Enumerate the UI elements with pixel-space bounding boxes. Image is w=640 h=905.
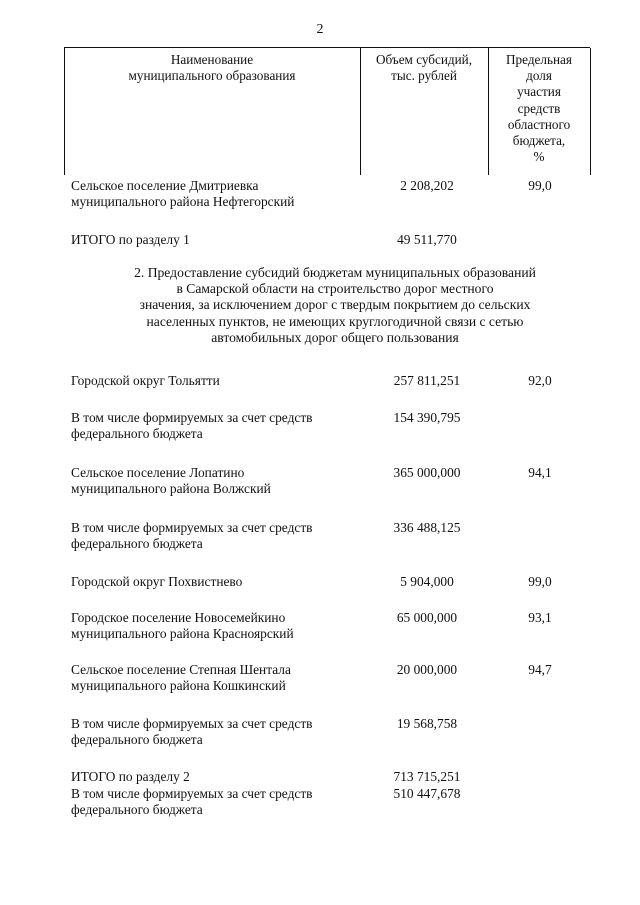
header-amount: Объем субсидий, тыс. рублей bbox=[375, 52, 473, 84]
table-header bbox=[64, 47, 590, 175]
row-share: 94,7 bbox=[528, 662, 552, 677]
row-amount: 20 000,000 bbox=[396, 662, 458, 677]
row-share: 94,1 bbox=[528, 465, 552, 480]
table-border-right bbox=[590, 48, 591, 175]
row-amount: 19 568,758 bbox=[396, 716, 458, 731]
row-amount: 2 208,202 bbox=[400, 178, 454, 193]
header-share: Предельная доля участия средств областного бюджета, % bbox=[506, 52, 572, 165]
row-name: В том числе формируемых за счет средств федерального бюджета bbox=[71, 410, 313, 441]
row-amount: 154 390,795 bbox=[393, 410, 461, 425]
row-amount: 336 488,125 bbox=[393, 520, 461, 535]
row-name: Сельское поселение Дмитриевка муниципального района Нефтегорский bbox=[71, 178, 295, 209]
row-share: 99,0 bbox=[528, 178, 552, 193]
section-2-title: 2. Предоставление субсидий бюджетам муниципальных образований в Самарской области на строительство дорог местного значения, за исключением дорог с твердым покрытием до сельских населенных пунктов, не имеющих круглогодичной связи с сетью автомобильных дорог общего пользования bbox=[134, 265, 536, 345]
page-number: 2 bbox=[316, 22, 324, 37]
row-share: 93,1 bbox=[528, 610, 552, 625]
total-amount: 510 447,678 bbox=[393, 786, 461, 801]
total-name: В том числе формируемых за счет средств федерального бюджета bbox=[71, 786, 313, 817]
row-amount: 65 000,000 bbox=[396, 610, 458, 625]
row-name: Городской округ Похвистнево bbox=[71, 574, 243, 589]
total-name: ИТОГО по разделу 2 bbox=[71, 769, 190, 784]
total-amount: 713 715,251 bbox=[393, 769, 461, 784]
row-amount: 365 000,000 bbox=[393, 465, 461, 480]
row-amount: 49 511,770 bbox=[397, 232, 457, 247]
row-name: В том числе формируемых за счет средств федерального бюджета bbox=[71, 716, 313, 747]
row-name: В том числе формируемых за счет средств федерального бюджета bbox=[71, 520, 313, 551]
header-name: Наименование муниципального образования bbox=[128, 52, 296, 84]
row-amount: 257 811,251 bbox=[393, 373, 461, 388]
row-share: 92,0 bbox=[528, 373, 552, 388]
row-amount: 5 904,000 bbox=[400, 574, 454, 589]
row-name: Сельское поселение Степная Шентала муниципального района Кошкинский bbox=[71, 662, 291, 693]
row-name: Городской округ Тольятти bbox=[71, 373, 220, 388]
row-name: ИТОГО по разделу 1 bbox=[71, 232, 190, 247]
row-name: Сельское поселение Лопатино муниципального района Волжский bbox=[71, 465, 271, 496]
row-share: 99,0 bbox=[528, 574, 552, 589]
row-name: Городское поселение Новосемейкино муниципального района Красноярский bbox=[71, 610, 294, 641]
